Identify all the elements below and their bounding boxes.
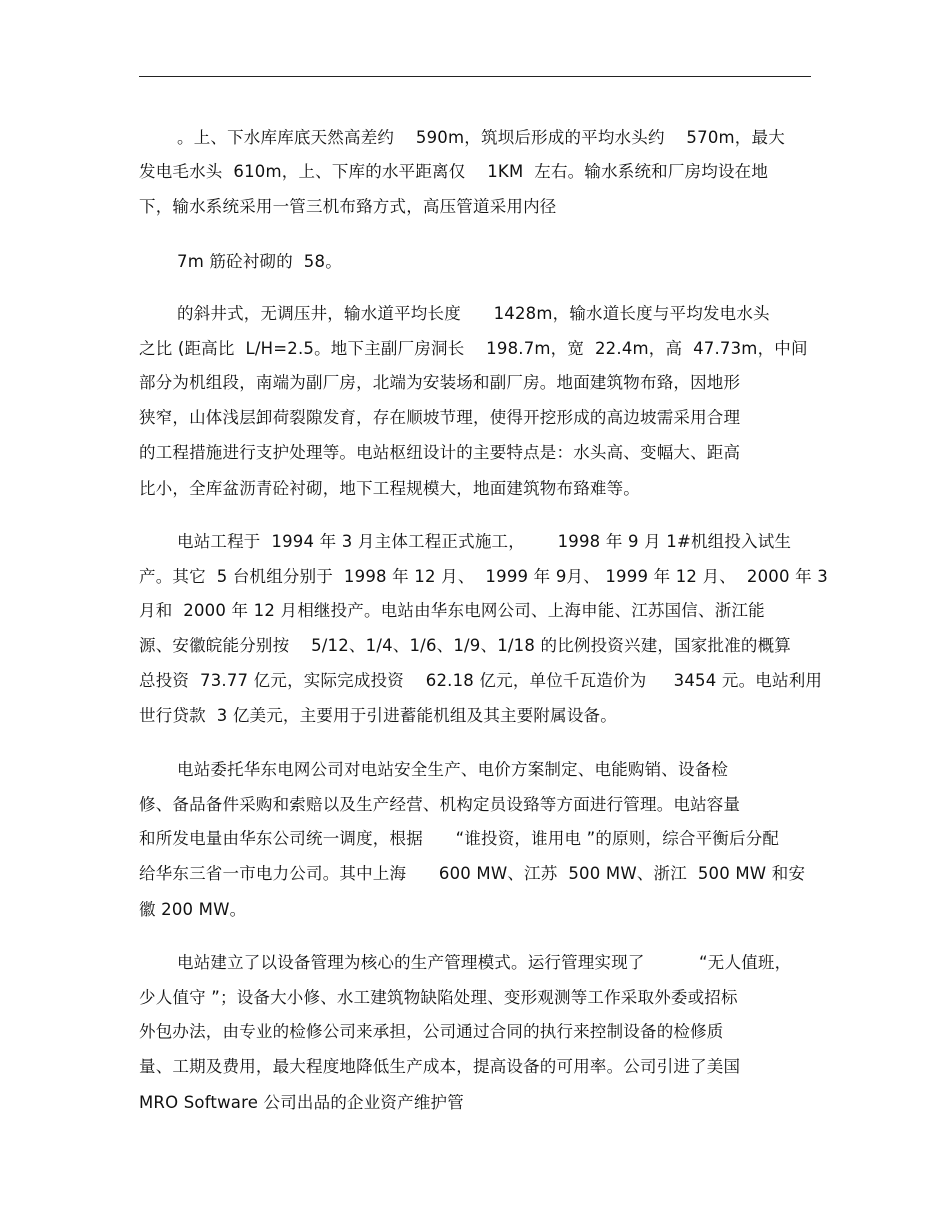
paragraph-line: 修、备品备件采购和索赔以及生产经营、机构定员设臵等方面进行管理。电站容量 (139, 795, 741, 814)
paragraph-line: 部分为机组段，南端为副厂房，北端为安装场和副厂房。地面建筑物布臵，因地形 (139, 373, 741, 392)
paragraph-line: 7m 筋砼衬砌的 58。 (177, 252, 342, 271)
paragraph-line: 比小，全库盆沥青砼衬砌，地下工程规模大，地面建筑物布臵难等。 (139, 479, 640, 498)
paragraph-line: 给华东三省一市电力公司。其中上海 600 MW、江苏 500 MW、浙江 500 MW 和安 (139, 864, 806, 883)
paragraph-line: 产。其它 5 台机组分别于 1998 年 12 月、 1999 年 9月、 1999 年 12 月、 2000 年 3 (139, 567, 828, 586)
paragraph-line: 总投资 73.77 亿元，实际完成投资 62.18 亿元，单位千瓦造价为 3454 元。电站利用 (139, 671, 823, 690)
paragraph-line: 之比 (距高比 L/H=2.5。地下主副厂房洞长 198.7m，宽 22.4m，高 47.73m，中间 (139, 339, 808, 358)
paragraph-line: 发电毛水头 610m，上、下库的水平距离仅 1KM 左右。输水系统和厂房均设在地 (139, 162, 769, 181)
paragraph-line: 狭窄，山体浅层卸荷裂隙发育，存在顺坡节理，使得开挖形成的高边坡需采用合理 (139, 408, 741, 427)
paragraph-line: MRO Software 公司出品的企业资产维护管 (139, 1093, 464, 1112)
paragraph-line: 。上、下水库库底天然高差约 590m，筑坝后形成的平均水头约 570m，最大 (177, 128, 785, 147)
header-rule (139, 76, 811, 77)
paragraph-line: 量、工期及费用，最大程度地降低生产成本，提高设备的可用率。公司引进了美国 (139, 1057, 741, 1076)
paragraph-line: 外包办法，由专业的检修公司来承担，公司通过合同的执行来控制设备的检修质 (139, 1022, 724, 1041)
paragraph-line: 和所发电量由华东公司统一调度，根据 “谁投资，谁用电 ”的原则，综合平衡后分配 (139, 829, 780, 848)
paragraph-line: 的斜井式，无调压井，输水道平均长度 1428m，输水道长度与平均发电水头 (177, 304, 770, 323)
paragraph-line: 源、安徽皖能分别按 5/12、1/4、1/6、1/9、1/18 的比例投资兴建，国家批准的概算 (139, 636, 791, 655)
paragraph-line: 月和 2000 年 12 月相继投产。电站由华东电网公司、上海申能、江苏国信、浙江能 (139, 601, 765, 620)
paragraph-line: 世行贷款 3 亿美元，主要用于引进蓄能机组及其主要附属设备。 (139, 706, 617, 725)
paragraph-line: 电站工程于 1994 年 3 月主体工程正式施工， 1998 年 9 月 1#机组投入试生 (177, 532, 792, 551)
paragraph-line: 少人值守 ”；设备大小修、水工建筑物缺陷处理、变形观测等工作采取外委或招标 (139, 988, 738, 1007)
paragraph-line: 电站建立了以设备管理为核心的生产管理模式。运行管理实现了 “无人值班， (177, 953, 792, 972)
paragraph-line: 徽 200 MW。 (139, 900, 247, 919)
paragraph-line: 下，输水系统采用一管三机布臵方式，高压管道采用内径 (139, 197, 557, 216)
paragraph-line: 电站委托华东电网公司对电站安全生产、电价方案制定、电能购销、设备检 (177, 760, 729, 779)
paragraph-line: 的工程措施进行支护处理等。电站枢纽设计的主要特点是：水头高、变幅大、距高 (139, 443, 741, 462)
